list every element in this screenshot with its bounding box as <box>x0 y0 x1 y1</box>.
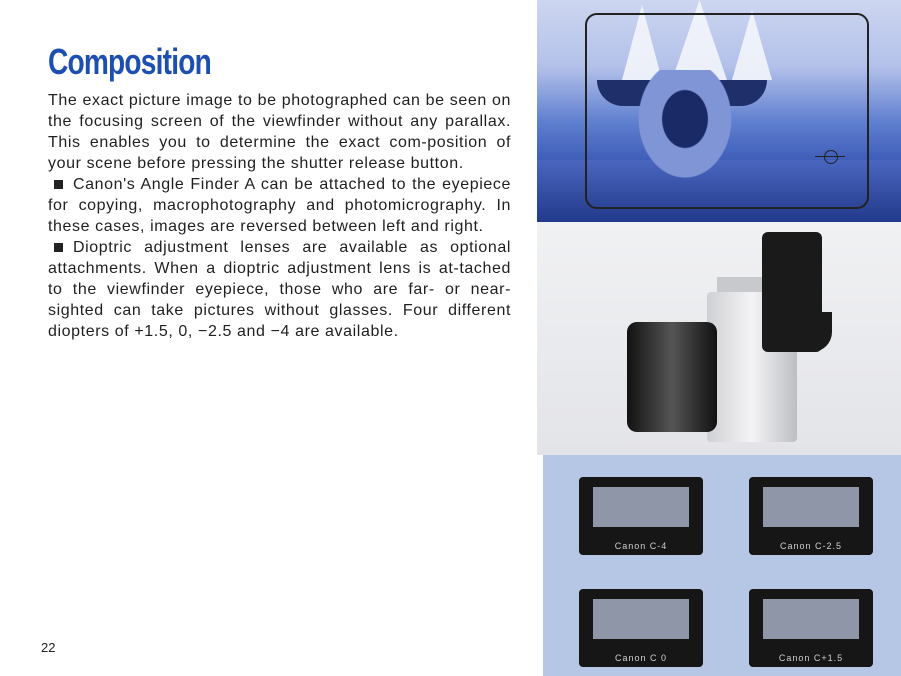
paragraph-dioptric <box>48 237 511 342</box>
viewfinder-photo <box>537 0 901 222</box>
lens-label: Canon C-2.5 <box>779 541 843 551</box>
lens-glass <box>763 487 859 527</box>
paragraph-dioptric-text: Dioptric adjustment lenses are available as optional attachments. When a dioptric adjustment lens is at-tached to the viewfinder eyepiece, those who are far- or near-sighted can take pictures without glasses. Four different diopters of +1.5, 0, −2.5 and −4 are available. <box>48 239 511 340</box>
bullet-icon <box>54 243 63 252</box>
lens-label: Canon C 0 <box>614 653 668 663</box>
dioptric-lens <box>579 589 703 667</box>
paragraph-angle-finder <box>48 174 511 237</box>
camera-lens <box>627 322 717 432</box>
lens-glass <box>593 599 689 639</box>
lens-glass <box>763 599 859 639</box>
dioptric-lenses-photo <box>543 455 901 676</box>
page-title: Composition <box>48 41 212 82</box>
angle-finder-photo <box>537 222 901 455</box>
dioptric-lens <box>579 477 703 555</box>
lens-label: Canon C-4 <box>614 541 668 551</box>
lens-glass <box>593 487 689 527</box>
viewfinder-frame <box>585 13 869 209</box>
body-text <box>48 90 511 342</box>
paragraph-intro: The exact picture image to be photographed can be seen on the focusing screen of the viewfinder without any parallax. This enables you to determine the exact com-position of your scene before pressing the shutter release button. <box>48 92 511 172</box>
bullet-icon <box>54 180 63 189</box>
dioptric-lens <box>749 589 873 667</box>
paragraph-angle-finder-text: Canon's Angle Finder A can be attached to the eyepiece for copying, macrophotography and photomicrography. In these cases, images are reversed between left and right. <box>48 176 511 235</box>
angle-finder-arm <box>762 312 832 352</box>
dioptric-lens <box>749 477 873 555</box>
lens-label: Canon C+1.5 <box>778 653 844 663</box>
page-number: 22 <box>41 640 56 655</box>
crosshair-icon <box>824 150 838 164</box>
